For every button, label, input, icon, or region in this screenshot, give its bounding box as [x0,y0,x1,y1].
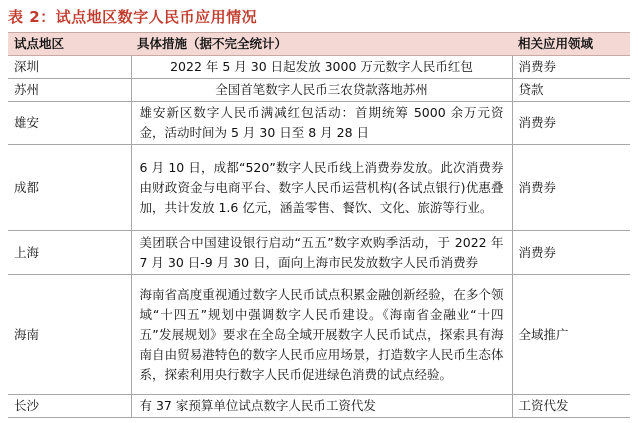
cell-region: 雄安 [14,115,40,130]
cell-region: 深圳 [14,59,40,74]
cell-measure: 雄安新区数字人民币满减红包活动：首期统筹 5000 余万元资金，活动时间为 5 月 30 日至 8 月 28 日 [131,102,512,145]
cell-measure: 全国首笔数字人民币三农贷款落地苏州 [131,79,512,102]
table-row [8,231,630,275]
cell-field: 消费券 [518,179,557,195]
cell-field: 消费券 [518,59,557,74]
table-row [8,275,630,395]
cell-region: 苏州 [14,82,40,97]
cell-region: 海南 [14,326,40,342]
cell-region: 长沙 [14,398,40,413]
table-row [8,56,630,79]
cell-field: 消费券 [518,115,557,130]
table-row [8,79,630,102]
cell-measure: 海南省高度重视通过数字人民币试点积累金融创新经验，在多个领域“十四五”规划中强调数字人民币建设。《海南省金融业“十四五”发展规划》要求在全岛全域开展数字人民币试点，探索具有海南自由贸易港特色的数字人民币应用场景，打造数字人民币生态体系，探索利用央行数字人民币促进绿色消费的试点经验。 [131,275,512,395]
cell-region: 上海 [14,244,40,260]
cell-field: 贷款 [518,82,544,97]
cell-measure: 6 月 10 日，成都“520”数字人民币线上消费券发放。此次消费券由财政资金与电商平台、数字人民币运营机构(各试点银行)优惠叠加，共计发放 1.6 亿元，涵盖零售、餐饮、文化、旅游等行业。 [131,145,512,231]
cell-region: 成都 [14,179,40,195]
table-header-row [8,33,630,56]
cell-field: 工资代发 [518,398,569,413]
cell-field: 消费券 [518,244,557,260]
cell-measure: 美团联合中国建设银行启动“五五”数字欢购季活动，于 2022 年 7 月 30 日-9 月 30 日，面向上海市民发放数字人民币消费券 [131,231,512,275]
pilot-regions-table [8,33,630,418]
table-row [8,145,630,231]
cell-field: 全域推广 [518,326,569,342]
table-row [8,102,630,145]
header-region: 试点地区 [8,33,131,56]
cell-measure: 有 37 家预算单位试点数字人民币工资代发 [131,395,512,418]
table-caption: 表 2：试点地区数字人民币应用情况 [8,8,258,26]
header-field: 相关应用领域 [512,33,630,56]
header-measure: 具体措施（据不完全统计） [131,33,512,56]
cell-measure: 2022 年 5 月 30 日起发放 3000 万元数字人民币红包 [131,56,512,79]
table-row [8,395,630,418]
